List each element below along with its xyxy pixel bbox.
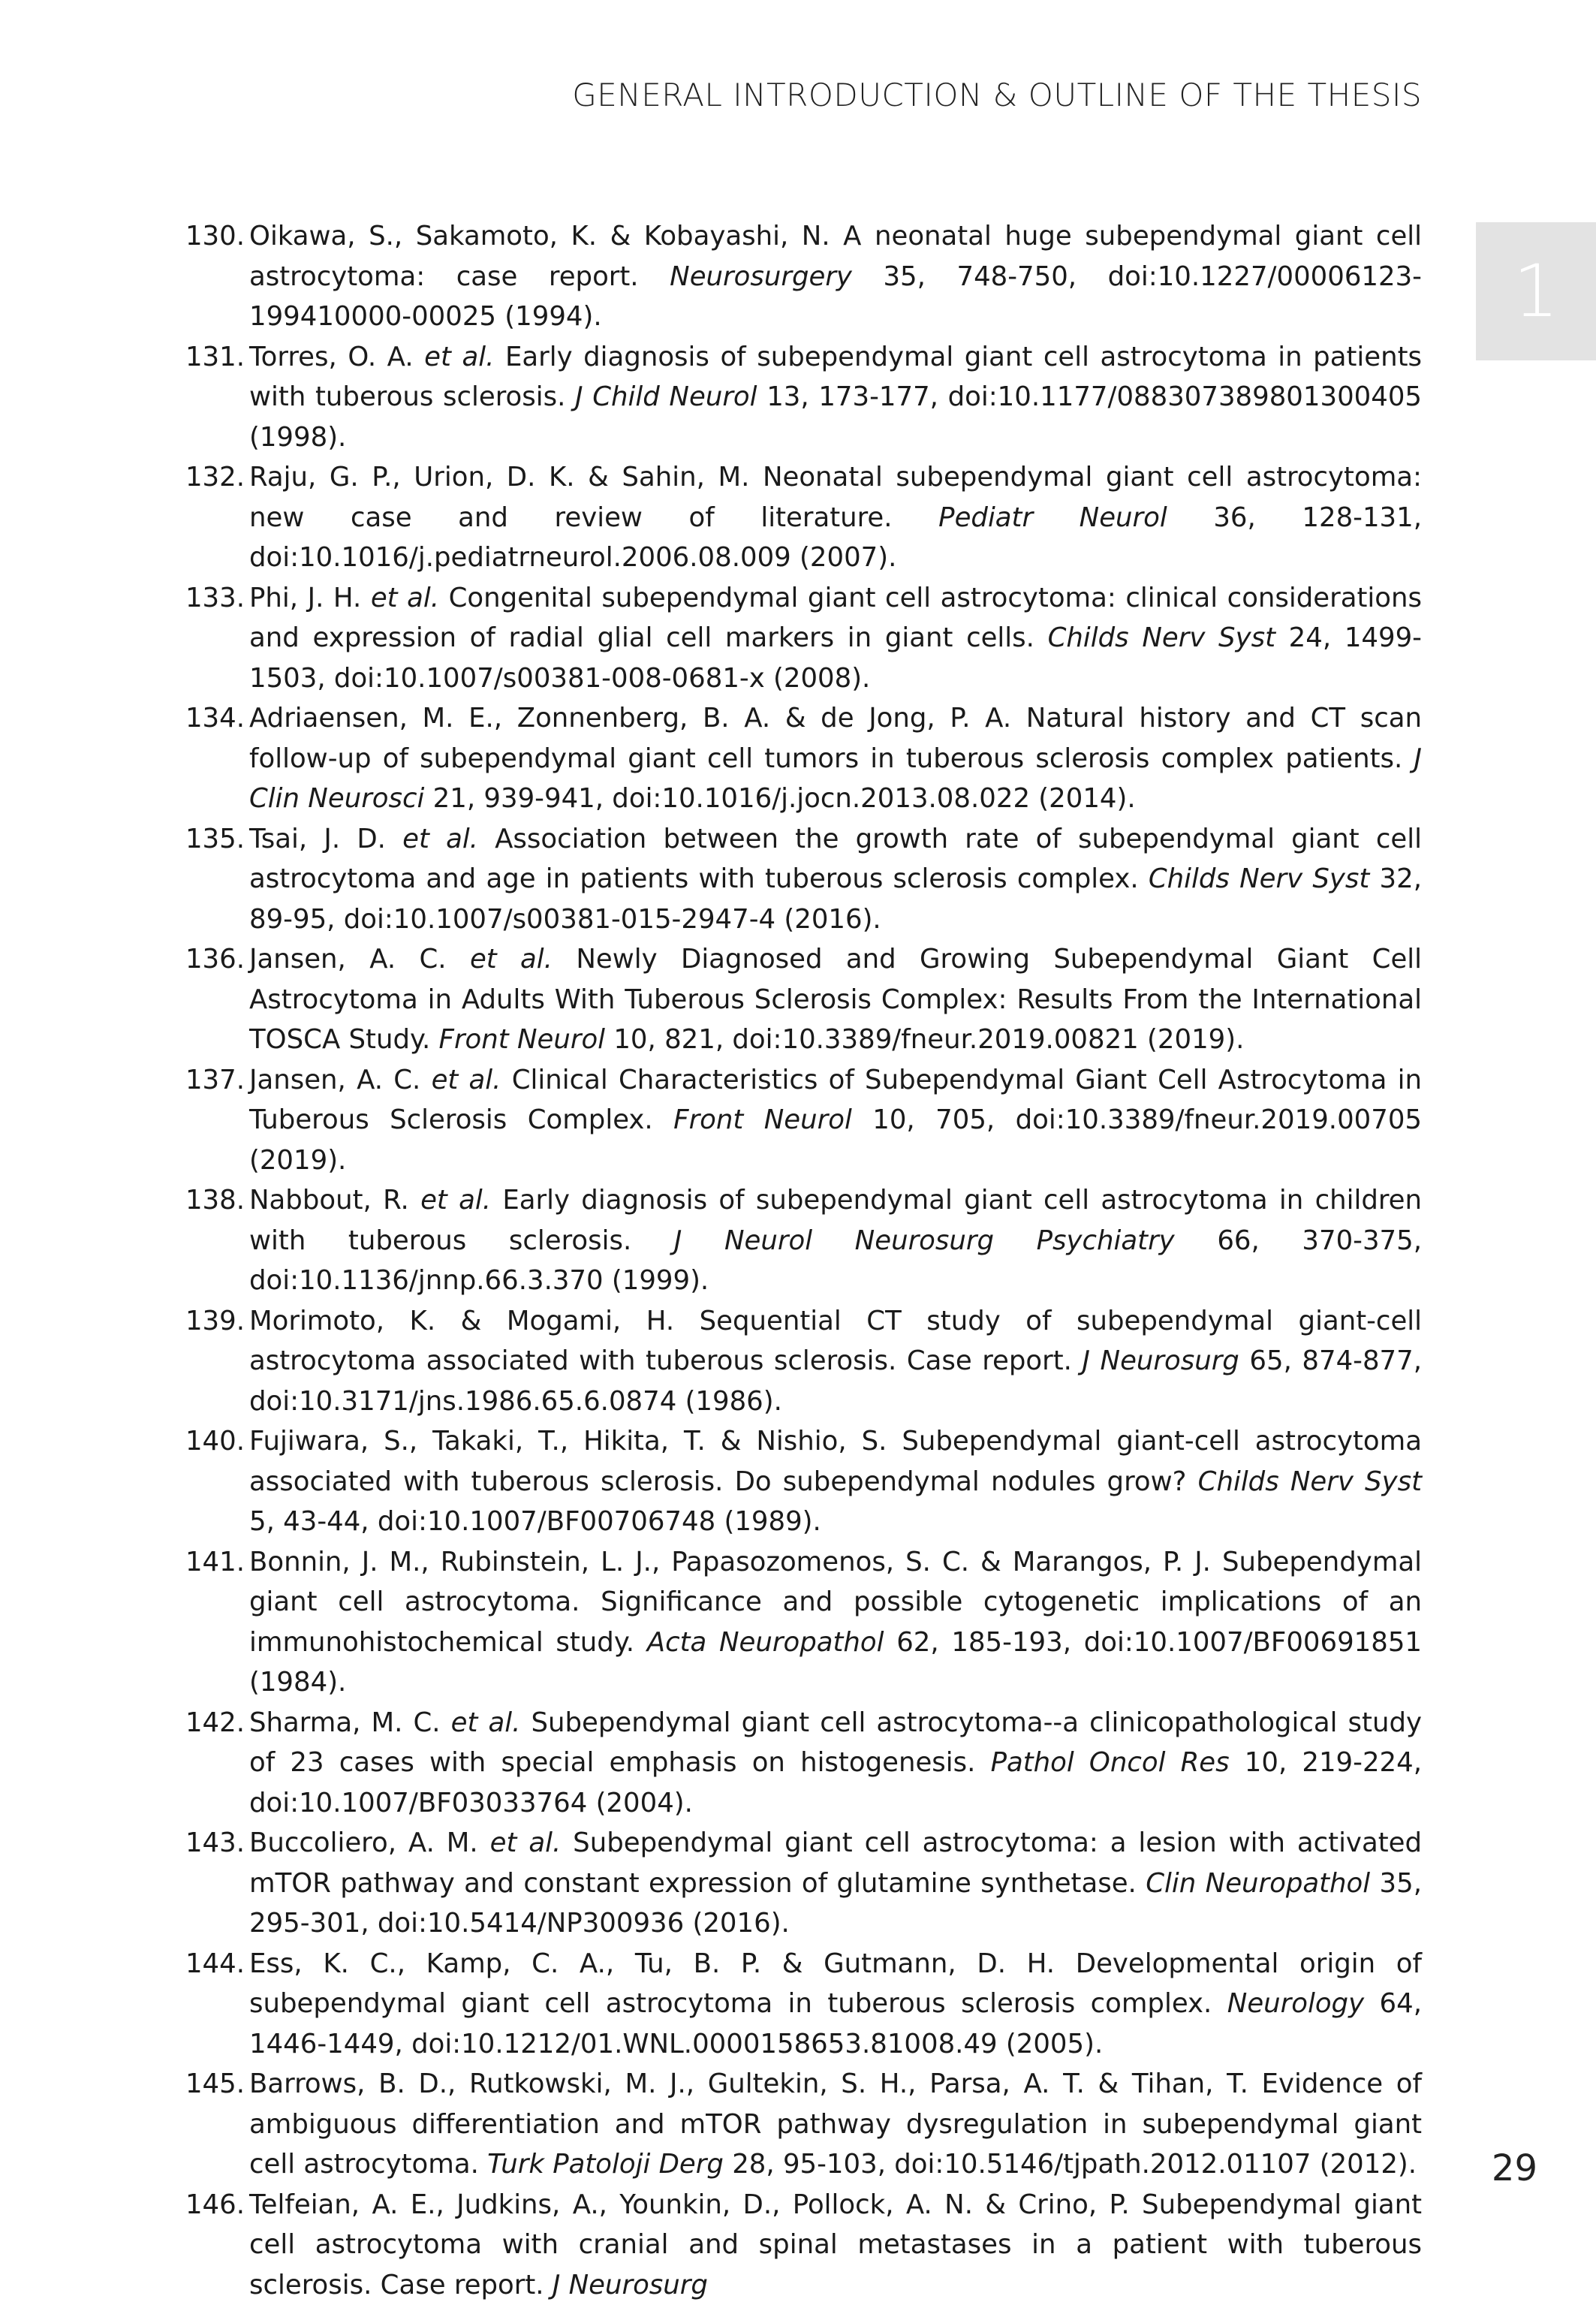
reference-journal: Front Neurol — [439, 1024, 606, 1055]
reference-details: 32, 89-95, doi:10.1007/s00381-015-2947-4 (2016). — [249, 863, 1422, 935]
reference-title: Developmental origin of subependymal giant cell astrocytoma in tuberous sclerosis complex. — [249, 1948, 1422, 2020]
reference-137 — [180, 1060, 1422, 1181]
reference-number: 131. — [180, 337, 245, 378]
reference-132 — [180, 457, 1422, 578]
reference-authors: Telfeian, A. E., Judkins, A., Younkin, D., Pollock, A. N. & Crino, P. — [249, 2189, 1130, 2220]
reference-title: Early diagnosis of subependymal giant cell astrocytoma in children with tuberous sclerosis. — [249, 1185, 1422, 1256]
reference-etal: et al. — [470, 944, 553, 975]
reference-details: 5, 43-44, doi:10.1007/BF00706748 (1989). — [249, 1506, 821, 1537]
reference-136 — [180, 939, 1422, 1060]
reference-title: Clinical Characteristics of Subependymal Giant Cell Astrocytoma in Tuberous Sclerosis Complex. — [249, 1065, 1422, 1136]
reference-number: 139. — [180, 1301, 245, 1342]
chapter-tab — [1476, 222, 1596, 360]
reference-details: 36, 128-131, doi:10.1016/j.pediatrneurol.2006.08.009 (2007). — [249, 502, 1422, 574]
reference-141 — [180, 1542, 1422, 1703]
reference-details: 21, 939-941, doi:10.1016/j.jocn.2013.08.022 (2014). — [424, 783, 1135, 814]
reference-title: Sequential CT study of subependymal giant-cell astrocytoma associated with tuberous sclerosis. Case report. — [249, 1306, 1422, 1377]
reference-details: 24, 1499-1503, doi:10.1007/s00381-008-0681-x (2008). — [249, 622, 1422, 694]
reference-details: 64, 1446-1449, doi:10.1212/01.WNL.0000158653.81008.49 (2005). — [249, 1988, 1422, 2059]
reference-133 — [180, 578, 1422, 699]
reference-authors: Sharma, M. C. — [249, 1707, 451, 1738]
reference-number: 142. — [180, 1703, 245, 1743]
reference-144 — [180, 1944, 1422, 2065]
reference-details: 35, 295-301, doi:10.5414/NP300936 (2016). — [249, 1868, 1422, 1939]
reference-number: 145. — [180, 2064, 245, 2105]
reference-journal: Acta Neuropathol — [647, 1627, 884, 1658]
reference-139 — [180, 1301, 1422, 1422]
reference-journal: Childs Nerv Syst — [1048, 622, 1275, 653]
reference-list — [180, 216, 1422, 2305]
reference-title: Neonatal subependymal giant cell astrocytoma: new case and review of literature. — [249, 462, 1422, 533]
chapter-number: 1 — [1513, 249, 1558, 333]
reference-authors: Jansen, A. C. — [249, 1065, 432, 1095]
reference-number: 140. — [180, 1421, 245, 1462]
reference-details: 13, 173-177, doi:10.1177/088307389801300405 (1998). — [249, 381, 1422, 453]
reference-authors: Barrows, B. D., Rutkowski, M. J., Gultekin, S. H., Parsa, A. T. & Tihan, T. — [249, 2068, 1248, 2099]
reference-journal: J Neurol Neurosurg Psychiatry — [674, 1225, 1175, 1256]
running-head: GENERAL INTRODUCTION & OUTLINE OF THE THESIS — [572, 77, 1422, 113]
reference-142 — [180, 1703, 1422, 1824]
page-number: 29 — [1492, 2147, 1537, 2189]
reference-145 — [180, 2064, 1422, 2185]
reference-number: 135. — [180, 819, 245, 860]
reference-title: Evidence of ambiguous differentiation and mTOR pathway dysregulation in subependymal giant cell astrocytoma. — [249, 2068, 1422, 2180]
reference-journal: J Neurosurg — [1083, 1345, 1239, 1376]
reference-journal: J Child Neurol — [575, 381, 757, 412]
reference-title: Newly Diagnosed and Growing Subependymal Giant Cell Astrocytoma in Adults With Tuberous Sclerosis Complex: Results From the International TOSCA Study. — [249, 944, 1422, 1055]
reference-number: 130. — [180, 216, 245, 257]
reference-authors: Adriaensen, M. E., Zonnenberg, B. A. & de Jong, P. A. — [249, 703, 1011, 734]
reference-143 — [180, 1823, 1422, 1944]
reference-journal: Pathol Oncol Res — [991, 1747, 1230, 1778]
reference-details: 10, 821, doi:10.3389/fneur.2019.00821 (2019). — [605, 1024, 1244, 1055]
reference-title: Natural history and CT scan follow-up of subependymal giant cell tumors in tuberous sclerosis complex patients. — [249, 703, 1422, 774]
reference-details: 35, 748-750, doi:10.1227/00006123-199410000-00025 (1994). — [249, 261, 1422, 333]
reference-number: 136. — [180, 939, 245, 980]
reference-138 — [180, 1180, 1422, 1301]
reference-etal: et al. — [420, 1185, 491, 1216]
reference-134 — [180, 698, 1422, 819]
reference-authors: Tsai, J. D. — [249, 824, 402, 854]
reference-146 — [180, 2185, 1422, 2305]
reference-number: 143. — [180, 1823, 245, 1864]
reference-number: 146. — [180, 2185, 245, 2225]
reference-131 — [180, 337, 1422, 458]
reference-etal: et al. — [451, 1707, 521, 1738]
reference-number: 132. — [180, 457, 245, 498]
reference-title: Congenital subependymal giant cell astrocytoma: clinical considerations and expression of radial glial cell markers in giant cells. — [249, 583, 1422, 654]
reference-etal: et al. — [424, 342, 494, 372]
reference-title: Subependymal giant cell astrocytoma. Significance and possible cytogenetic implications of an immunohistochemical study. — [249, 1547, 1422, 1658]
reference-authors: Morimoto, K. & Mogami, H. — [249, 1306, 674, 1336]
reference-number: 144. — [180, 1944, 245, 1984]
reference-etal: et al. — [490, 1827, 562, 1858]
reference-journal: J Neurosurg — [553, 2270, 708, 2300]
reference-135 — [180, 819, 1422, 940]
reference-journal: Neurosurgery — [670, 261, 852, 292]
reference-number: 141. — [180, 1542, 245, 1583]
reference-number: 137. — [180, 1060, 245, 1101]
reference-title: Subependymal giant cell astrocytoma with cranial and spinal metastases in a patient with tuberous sclerosis. Case report. — [249, 2189, 1422, 2300]
reference-title: Subependymal giant cell astrocytoma: a lesion with activated mTOR pathway and constant expression of glutamine synthetase. — [249, 1827, 1422, 1899]
reference-details: 62, 185-193, doi:10.1007/BF00691851 (1984). — [249, 1627, 1422, 1698]
reference-authors: Torres, O. A. — [249, 342, 424, 372]
reference-authors: Nabbout, R. — [249, 1185, 420, 1216]
reference-authors: Jansen, A. C. — [249, 944, 470, 975]
reference-journal: Childs Nerv Syst — [1149, 863, 1369, 894]
reference-details: 10, 219-224, doi:10.1007/BF03033764 (2004). — [249, 1747, 1422, 1818]
reference-etal: et al. — [371, 583, 439, 613]
reference-title: Early diagnosis of subependymal giant cell astrocytoma in patients with tuberous sclerosis. — [249, 342, 1422, 413]
reference-authors: Raju, G. P., Urion, D. K. & Sahin, M. — [249, 462, 749, 493]
reference-number: 133. — [180, 578, 245, 619]
reference-authors: Buccoliero, A. M. — [249, 1827, 490, 1858]
reference-authors: Bonnin, J. M., Rubinstein, L. J., Papasozomenos, S. C. & Marangos, P. J. — [249, 1547, 1211, 1577]
reference-authors: Fujiwara, S., Takaki, T., Hikita, T. & Nishio, S. — [249, 1426, 887, 1457]
reference-details: 10, 705, doi:10.3389/fneur.2019.00705 (2019). — [249, 1104, 1422, 1176]
reference-details: 65, 874-877, doi:10.3171/jns.1986.65.6.0874 (1986). — [249, 1345, 1422, 1417]
reference-title: Subependymal giant-cell astrocytoma associated with tuberous sclerosis. Do subependymal nodules grow? — [249, 1426, 1422, 1497]
reference-number: 134. — [180, 698, 245, 739]
reference-journal: Clin Neuropathol — [1146, 1868, 1370, 1899]
reference-authors: Ess, K. C., Kamp, C. A., Tu, B. P. & Gutmann, D. H. — [249, 1948, 1055, 1979]
reference-journal: Front Neurol — [673, 1104, 852, 1135]
reference-number: 138. — [180, 1180, 245, 1221]
reference-details: 66, 370-375, doi:10.1136/jnnp.66.3.370 (1999). — [249, 1225, 1422, 1297]
reference-journal: Childs Nerv Syst — [1198, 1466, 1422, 1497]
reference-details: 28, 95-103, doi:10.5146/tjpath.2012.01107 (2012). — [724, 2149, 1417, 2180]
reference-title: Association between the growth rate of subependymal giant cell astrocytoma and age in patients with tuberous sclerosis complex. — [249, 824, 1422, 895]
reference-journal: Turk Patoloji Derg — [487, 2149, 724, 2180]
reference-authors: Phi, J. H. — [249, 583, 371, 613]
reference-etal: et al. — [402, 824, 478, 854]
reference-title: A neonatal huge subependymal giant cell astrocytoma: case report. — [249, 221, 1422, 292]
reference-title: Subependymal giant cell astrocytoma--a clinicopathological study of 23 cases with special emphasis on histogenesis. — [249, 1707, 1422, 1779]
reference-journal: Neurology — [1227, 1988, 1364, 2019]
reference-journal: Pediatr Neurol — [938, 502, 1167, 533]
reference-etal: et al. — [432, 1065, 501, 1095]
reference-130 — [180, 216, 1422, 337]
reference-authors: Oikawa, S., Sakamoto, K. & Kobayashi, N. — [249, 221, 830, 252]
reference-journal: J Clin Neurosci — [249, 743, 1422, 815]
reference-140 — [180, 1421, 1422, 1542]
